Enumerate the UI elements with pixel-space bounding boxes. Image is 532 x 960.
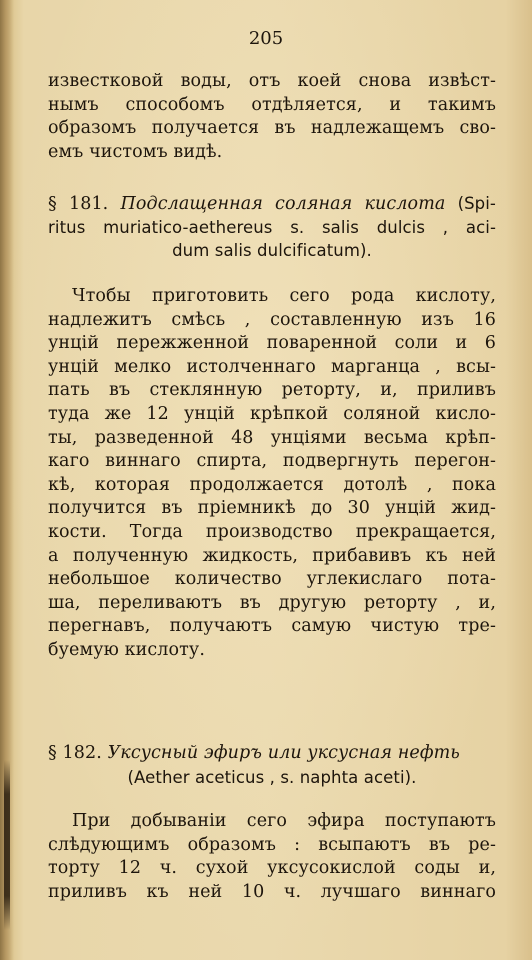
text-line: перегнавъ, получаютъ самую чистую тре- [48, 616, 496, 637]
text-line: каго виннаго спирта, подвергнуть перегон- [48, 451, 496, 472]
text-line: торту 12 ч. сухой уксусокислой соды и, [48, 858, 496, 879]
text-line: известковой воды, отъ коей снова извѣст- [48, 71, 496, 91]
section-number: § 181. [48, 194, 109, 214]
text-line: слѣдующимъ образомъ : всыпаютъ въ ре- [48, 834, 496, 855]
text-line: кости. Тогда производство прекращается, [48, 521, 496, 542]
text-line: а полученную жидкость, прибавивъ къ ней [48, 545, 496, 566]
paragraph-continuation [48, 70, 496, 164]
text-line: пать въ стеклянную реторту, и, приливъ [48, 380, 496, 401]
paragraph-181-body [48, 285, 496, 663]
section-latin-name: (Aether aceticus , s. naphta aceti). [127, 767, 417, 787]
text-line: емъ чистомъ видѣ. [48, 141, 223, 162]
section-latin-name: (Spi- [457, 194, 496, 213]
text-line: кѣ, которая продолжается дотолѣ , пока [48, 474, 496, 495]
page-binding-mark [4, 760, 10, 930]
paragraph-182-body [48, 810, 496, 904]
text-line: унцій мелко истолченнаго марганца , всы- [48, 356, 496, 377]
text-line: При добываніи сего эфира поступаютъ [72, 811, 496, 831]
text-line: унцій пережженной поваренной соли и 6 [48, 333, 496, 354]
text-line: ты, разведенной 48 унціями весьма крѣп- [48, 427, 496, 448]
text-line: ша, переливаютъ въ другую реторту , и, [48, 592, 496, 613]
section-latin-name: ritus muriatico-aethereus s. salis dulcis , aci- [48, 217, 496, 237]
text-line: буемую кислоту. [48, 639, 205, 660]
page-number: 205 [248, 28, 284, 49]
text-line: нымъ способомъ отдѣляется, и такимъ [48, 94, 496, 115]
section-181-heading [48, 192, 496, 263]
section-number: § 182. [48, 743, 102, 763]
section-title: Подслащенная соляная кислота [120, 194, 446, 214]
section-title: Уксусный эфиръ или уксусная нефть [107, 743, 460, 763]
section-latin-name: dum salis dulcificatum). [172, 241, 372, 261]
text-line: получится въ пріемникѣ до 30 унцій жид- [48, 498, 496, 519]
text-line: надлежитъ смѣсь , составленную изъ 16 [48, 309, 496, 330]
section-182-heading [48, 742, 496, 789]
text-line: небольшое количество углекислаго пота- [48, 569, 496, 590]
text-line: приливъ къ ней 10 ч. лучшаго виннаго [48, 881, 496, 902]
text-line: туда же 12 унцій крѣпкой соляной кисло- [48, 403, 496, 424]
text-line: Чтобы приготовить сего рода кислоту, [72, 286, 496, 306]
text-line: образомъ получается въ надлежащемъ сво- [48, 118, 496, 139]
